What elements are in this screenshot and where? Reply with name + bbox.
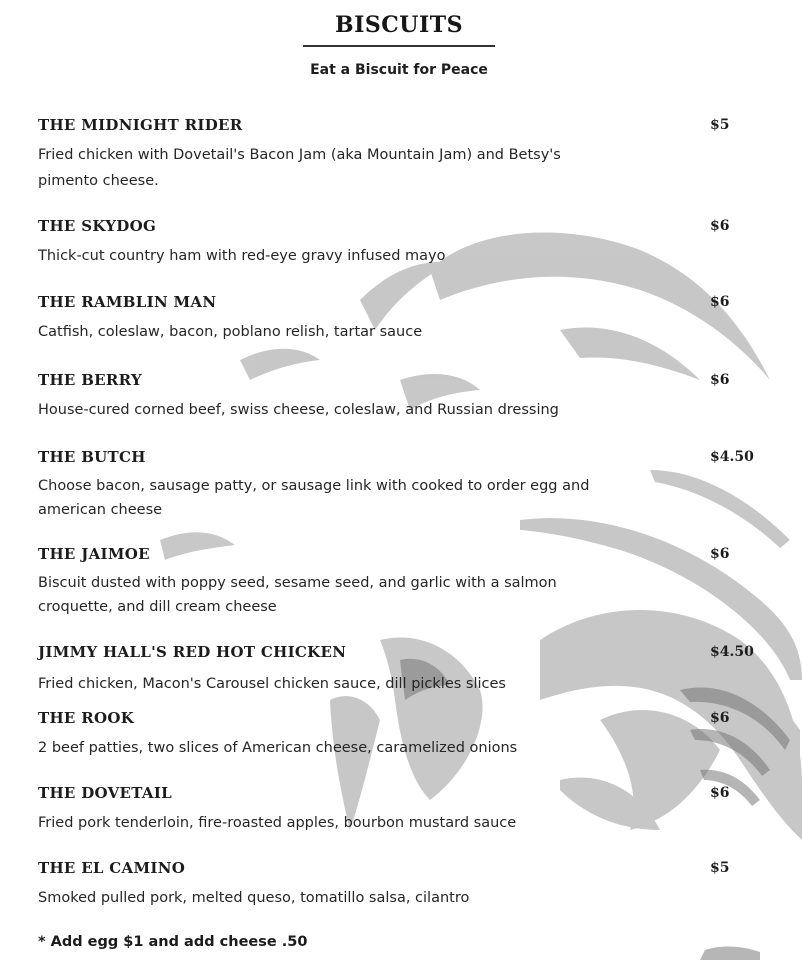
menu-item [38, 369, 758, 423]
item-description: Fried chicken, Macon's Carousel chicken sauce, dill pickles slices [38, 676, 506, 692]
item-price: $6 [710, 546, 730, 562]
item-description: Smoked pulled pork, melted queso, tomatillo salsa, cilantro [38, 890, 470, 906]
item-description: Catfish, coleslaw, bacon, poblano relish, tartar sauce [38, 324, 423, 340]
item-name: THE DOVETAIL [38, 784, 173, 802]
item-name: THE ROOK [38, 709, 135, 727]
item-name: JIMMY HALL'S RED HOT CHICKEN [38, 643, 347, 661]
item-name: THE RAMBLIN MAN [38, 293, 217, 311]
item-description: Biscuit dusted with poppy seed, sesame seed, and garlic with a salmon croquette, and dill cream cheese [38, 575, 557, 615]
item-description: House-cured corned beef, swiss cheese, coleslaw, and Russian dressing [38, 402, 559, 418]
item-name: THE BUTCH [38, 448, 146, 466]
item-description: 2 beef patties, two slices of American cheese, caramelized onions [38, 740, 518, 756]
menu-item [38, 543, 758, 619]
item-name: THE EL CAMINO [38, 859, 186, 877]
item-price: $5 [710, 117, 730, 133]
item-name: THE SKYDOG [38, 217, 157, 235]
item-name: THE MIDNIGHT RIDER [38, 116, 243, 134]
item-price: $4.50 [710, 644, 754, 660]
menu-item [38, 641, 758, 697]
menu-item [38, 446, 758, 522]
item-description: Fried chicken with Dovetail's Bacon Jam (aka Mountain Jam) and Betsy's pimento cheese. [38, 147, 561, 189]
item-description: Thick-cut country ham with red-eye gravy infused mayo [38, 248, 446, 264]
item-price: $6 [710, 218, 730, 234]
menu-item [38, 707, 758, 761]
title-divider [303, 45, 495, 47]
menu-item [38, 857, 758, 911]
item-price: $6 [710, 785, 730, 801]
menu-title: BISCUITS [334, 12, 464, 38]
item-name: THE JAIMOE [38, 545, 150, 563]
menu-item [38, 215, 758, 269]
item-description: Choose bacon, sausage patty, or sausage link with cooked to order egg and american cheese [38, 478, 590, 518]
item-price: $6 [710, 372, 730, 388]
menu-item [38, 291, 758, 345]
menu-item [38, 114, 758, 194]
item-price: $5 [710, 860, 730, 876]
footnote: * Add egg $1 and add cheese .50 [38, 934, 308, 950]
item-price: $6 [710, 294, 730, 310]
menu-item [38, 782, 758, 836]
item-price: $4.50 [710, 449, 754, 465]
item-price: $6 [710, 710, 730, 726]
item-name: THE BERRY [38, 371, 142, 389]
item-description: Fried pork tenderloin, fire-roasted apples, bourbon mustard sauce [38, 815, 517, 831]
menu-subtitle: Eat a Biscuit for Peace [310, 62, 488, 78]
